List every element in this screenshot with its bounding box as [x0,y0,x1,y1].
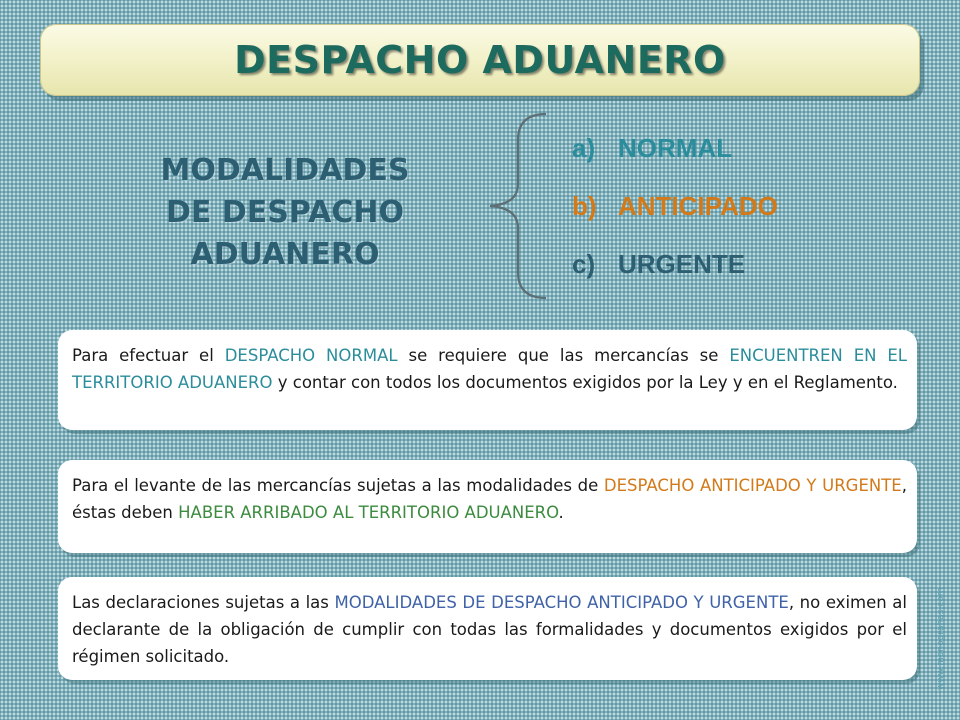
option-anticipado [572,186,778,244]
box1-highlight-despacho-normal: DESPACHO NORMAL [224,346,398,365]
info-box-levante [58,460,917,553]
option-anticipado-label: ANTICIPADO [618,191,778,221]
box3-highlight-modalidades: MODALIDADES DE DESPACHO ANTICIPADO Y URGENTE [334,593,789,612]
option-urgente [572,244,778,302]
option-normal [572,128,778,186]
modalidades-line-2: DE DESPACHO [166,195,404,230]
page-title: DESPACHO ADUANERO [234,38,726,82]
box1-text-1: Para efectuar el [72,346,225,365]
box2-text-3: . [558,503,564,522]
box2-highlight-anticipado-urgente: DESPACHO ANTICIPADO Y URGENTE [603,476,902,495]
box1-highlight-territorio: ENCUENTREN EN EL TERRITORIO ADUANERO [72,346,907,392]
modalidades-line-3: ADUANERO [190,237,380,272]
option-anticipado-letter: b) [572,191,597,221]
modalidades-options [572,128,778,302]
modalidades-line-1: MODALIDADES [160,153,410,188]
box3-text-1: Las declaraciones sujetas a las [72,593,335,612]
side-watermark: www.monografias.com [936,587,946,690]
box3-text-2: , no eximen al declarante de la obligación de cumplir con todas las formalidades y documentos exigidos por el régimen solicitado. [72,593,907,666]
curly-brace-icon [484,110,554,302]
box1-text-3: y contar con todos los documentos exigidos por la Ley y en el Reglamento. [272,373,898,392]
option-urgente-label: URGENTE [618,249,746,279]
option-normal-label: NORMAL [618,133,733,163]
modalidades-heading [130,150,440,276]
box2-text-1: Para el levante de las mercancías sujetas a las modalidades de [72,476,604,495]
box1-text-2: se requiere que las mercancías se [397,346,730,365]
info-box-declaraciones [58,577,917,680]
info-box-despacho-normal [58,330,917,430]
title-banner [40,24,920,96]
option-normal-letter: a) [572,133,596,163]
box2-highlight-arribado: HABER ARRIBADO AL TERRITORIO ADUANERO [178,503,559,522]
option-urgente-letter: c) [572,249,596,279]
box2-text-2: , éstas deben [72,476,907,522]
